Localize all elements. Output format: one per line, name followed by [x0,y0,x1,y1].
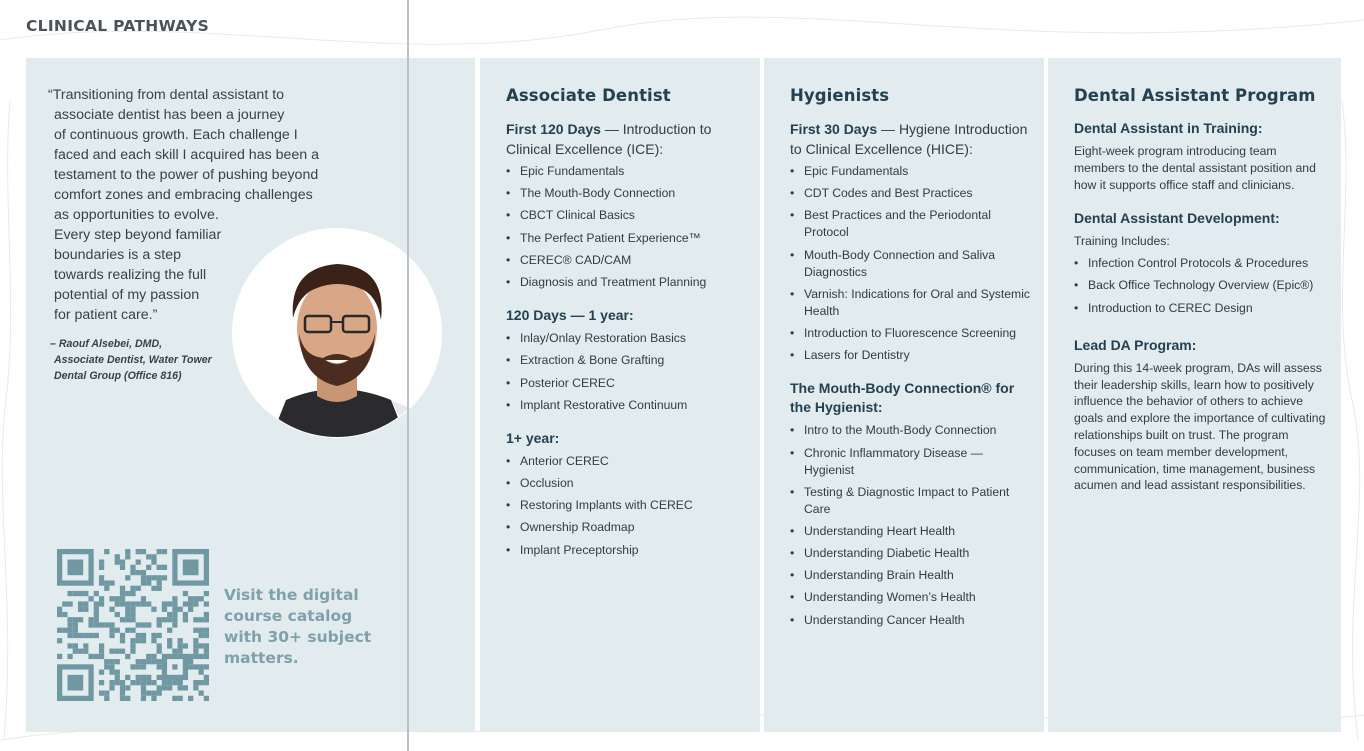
stage1-bold: First 120 Days [506,121,601,137]
hygienists-title: Hygienists [790,86,890,105]
list-item: • Epic Fundamentals [506,163,746,180]
list-item: • The Perfect Patient Experience™ [506,230,746,247]
da-training-heading: Dental Assistant in Training: [1074,120,1263,136]
da-development-list [1074,255,1327,316]
quote-line: for patient care.” [54,307,158,323]
hygienists-stage1-heading [790,119,1030,159]
list-item: • CDT Codes and Best Practices [790,185,1030,202]
list-item: • CEREC® CAD/CAM [506,252,746,269]
list-item: • Understanding Cancer Health [790,612,1030,629]
attribution-line: Associate Dentist, Water Tower [54,354,212,367]
quote-line: “Transitioning from dental assistant to [48,87,285,103]
da-development-intro: Training Includes: [1074,234,1170,249]
list-item: • Extraction & Bone Grafting [506,352,746,369]
list-item: • Ownership Roadmap [506,519,746,536]
associate-stage3-list [506,453,746,559]
list-item: • Posterior CEREC [506,375,746,392]
list-item: • Inlay/Onlay Restoration Basics [506,330,746,347]
associate-stage2-heading: 120 Days — 1 year: [506,307,634,324]
associate-dentist-panel [480,58,760,732]
list-item: • Understanding Heart Health [790,523,1030,540]
da-lead-text: During this 14-week program, DAs will assess their leadership skills, learn how to positively influence the behavior of others to achieve goals and explore the importance of cultivating relationships built on trust. The program focuses on team member development, communication, time management, business acumen and lead assistant responsibilities. [1074,360,1326,493]
quote-line: comfort zones and embracing challenges [54,187,313,203]
quote-attribution [50,336,212,385]
list-item: • Back Office Technology Overview (Epic®) [1074,277,1327,294]
hygienists-stage2-heading: The Mouth-Body Connection® for the Hygienist: [790,380,1015,416]
portrait-photo [231,228,443,438]
da-title: Dental Assistant Program [1074,86,1316,105]
quote-line: as opportunities to evolve. [54,207,219,223]
list-item: • Anterior CEREC [506,453,746,470]
list-item: • Implant Preceptorship [506,542,746,559]
catalog-callout: Visit the digital course catalog with 30+ subject matters. [224,586,372,667]
list-item: • Varnish: Indications for Oral and Systemic Health [790,286,1030,320]
hygienists-stage2-list [790,422,1030,628]
qr-code[interactable] [57,549,209,701]
list-item: • Understanding Women’s Health [790,589,1030,606]
list-item: • Epic Fundamentals [790,163,1030,180]
list-item: • Intro to the Mouth-Body Connection [790,422,1030,439]
list-item: • Lasers for Dentistry [790,347,1030,364]
da-training-text: Eight-week program introducing team members to the dental assistant position and how it supports office staff and clinicians. [1074,144,1316,192]
stage1-rest: — Hygiene Introduction to Clinical Excellence (HICE): [790,121,1028,157]
fold-divider [407,0,409,751]
list-item: • CBCT Clinical Basics [506,207,746,224]
list-item: • Mouth-Body Connection and Saliva Diagnostics [790,247,1030,281]
hygienists-stage1-list [790,163,1030,364]
quote-line: towards realizing the full [54,267,207,283]
quote-line: potential of my passion [54,287,200,303]
dental-assistant-panel [1048,58,1341,732]
list-item: • Occlusion [506,475,746,492]
list-item: • Understanding Diabetic Health [790,545,1030,562]
quote-line: of continuous growth. Each challenge I [54,127,298,143]
associate-stage1-heading [506,119,746,159]
list-item: • Diagnosis and Treatment Planning [506,274,746,291]
quote-line: associate dentist has been a journey [54,107,285,123]
list-item: • Restoring Implants with CEREC [506,497,746,514]
attribution-line: – Raouf Alsebei, DMD, [50,338,163,350]
quote-line: Every step beyond familiar [54,227,222,243]
list-item: • Infection Control Protocols & Procedures [1074,255,1327,272]
stage1-rest: — Introduction to Clinical Excellence (ICE): [506,121,712,157]
associate-stage2-list [506,330,746,414]
da-lead-heading: Lead DA Program: [1074,336,1197,353]
list-item: • Understanding Brain Health [790,567,1030,584]
list-item: • Testing & Diagnostic Impact to Patient Care [790,484,1030,518]
associate-stage1-list [506,163,746,291]
list-item: • Introduction to Fluorescence Screening [790,325,1030,342]
list-item: • The Mouth-Body Connection [506,185,746,202]
quote-line: faced and each skill I acquired has been a [54,147,320,163]
list-item: • Implant Restorative Continuum [506,397,746,414]
quote-line: testament to the power of pushing beyond [54,167,319,183]
hygienists-panel [764,58,1044,732]
list-item: • Introduction to CEREC Design [1074,300,1327,317]
list-item: • Chronic Inflammatory Disease — Hygienist [790,445,1030,479]
attribution-line: Dental Group (Office 816) [54,370,182,383]
page-title: CLINICAL PATHWAYS [26,17,210,35]
associate-stage3-heading: 1+ year: [506,429,560,446]
da-development-heading: Dental Assistant Development: [1074,210,1280,227]
list-item: • Best Practices and the Periodontal Protocol [790,207,1030,241]
associate-title: Associate Dentist [506,86,671,105]
quote-line: boundaries is a step [54,247,181,263]
stage1-bold: First 30 Days [790,121,878,137]
